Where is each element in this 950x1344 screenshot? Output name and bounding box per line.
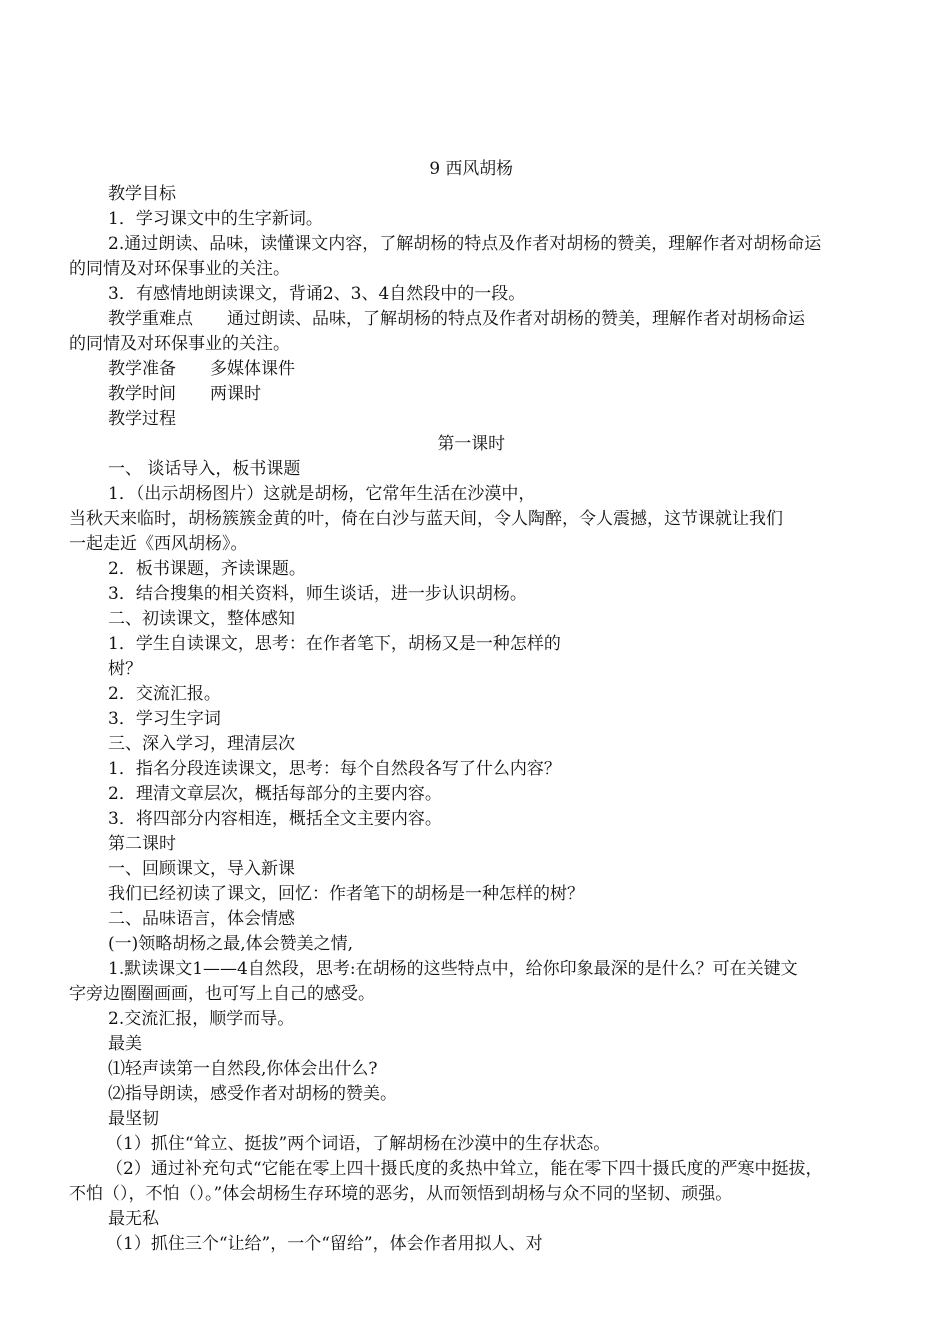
text-line: 不怕（），不怕（）。”体会胡杨生存环境的恶劣，从而领悟到胡杨与众不同的坚韧、顽强。: [69, 1184, 733, 1204]
text-line: 一、回顾课文，导入新课: [108, 859, 295, 879]
text-line: 最美: [108, 1034, 142, 1054]
text-line: 一、 谈话导入，板书课题: [108, 459, 301, 479]
text-line: 最无私: [108, 1209, 159, 1229]
text-line: 第二课时: [108, 834, 176, 854]
text-line: 教学过程: [108, 409, 176, 429]
text-line: 3．结合搜集的相关资料，师生谈话，进一步认识胡杨。: [108, 584, 527, 604]
text-line: 3．有感情地朗读课文，背诵2、3、4自然段中的一段。: [108, 284, 526, 304]
text-line: （1）抓住三个“让给”，一个“留给”，体会作者用拟人、对: [106, 1234, 543, 1254]
text-line: 2.交流汇报，顺学而导。: [108, 1009, 295, 1029]
text-line: 字旁边圈圈画画，也可写上自己的感受。: [69, 984, 375, 1004]
text-line: 教学重难点 通过朗读、品味，了解胡杨的特点及作者对胡杨的赞美，理解作者对胡杨命运: [108, 309, 805, 329]
text-line: 3．学习生字词: [108, 709, 221, 729]
text-line: 二、品味语言，体会情感: [108, 909, 295, 929]
text-line: 一起走近《西风胡杨》。: [69, 534, 248, 554]
text-line: 2．板书课题，齐读课题。: [108, 559, 306, 579]
text-line: 1.默读课文1——4自然段，思考:在胡杨的这些特点中，给你印象最深的是什么？可在关键文: [108, 959, 798, 979]
text-line: 1．指名分段连读课文，思考：每个自然段各写了什么内容？: [108, 759, 561, 779]
text-line: 当秋天来临时，胡杨簇簇金黄的叶，倚在白沙与蓝天间，令人陶醉，令人震撼，这节课就让我们: [69, 509, 783, 529]
text-line: 2.通过朗读、品味，读懂课文内容，了解胡杨的特点及作者对胡杨的赞美，理解作者对胡杨命运: [108, 234, 822, 254]
text-line: （2）通过补充句式“它能在零上四十摄氏度的炙热中耸立，能在零下四十摄氏度的严寒中挺拔，: [106, 1159, 823, 1179]
text-line: 的同情及对环保事业的关注。: [69, 259, 290, 279]
text-line: 3．将四部分内容相连，概括全文主要内容。: [108, 809, 442, 829]
text-line: 教学时间 两课时: [108, 384, 261, 404]
text-line: 我们已经初读了课文，回忆：作者笔下的胡杨是一种怎样的树？: [108, 884, 584, 904]
lesson-title: 9 西风胡杨: [429, 159, 513, 179]
text-line: 1．学生自读课文，思考：在作者笔下，胡杨又是一种怎样的: [108, 634, 561, 654]
text-line: 二、初读课文，整体感知: [108, 609, 295, 629]
text-line: 1．学习课文中的生字新词。: [108, 209, 323, 229]
text-line: 2．交流汇报。: [108, 684, 221, 704]
text-line: ⑴轻声读第一自然段,你体会出什么?: [108, 1059, 378, 1079]
text-line: 2．理清文章层次，概括每部分的主要内容。: [108, 784, 442, 804]
text-line: 三、深入学习，理清层次: [108, 734, 295, 754]
text-line: （1）抓住“耸立、挺拔”两个词语，了解胡杨在沙漠中的生存状态。: [106, 1134, 611, 1154]
text-line: 教学准备 多媒体课件: [108, 359, 295, 379]
text-line: ⑵指导朗读，感受作者对胡杨的赞美。: [108, 1084, 397, 1104]
text-line: 1．（出示胡杨图片）这就是胡杨，它常年生活在沙漠中，: [108, 484, 536, 504]
text-line: 最坚韧: [108, 1109, 159, 1129]
text-line: 教学目标: [108, 184, 176, 204]
text-line: 的同情及对环保事业的关注。: [69, 334, 290, 354]
text-line: (一)领略胡杨之最,体会赞美之情,: [108, 934, 354, 954]
section-heading: 第一课时: [437, 434, 505, 454]
text-line: 树？: [108, 659, 142, 679]
